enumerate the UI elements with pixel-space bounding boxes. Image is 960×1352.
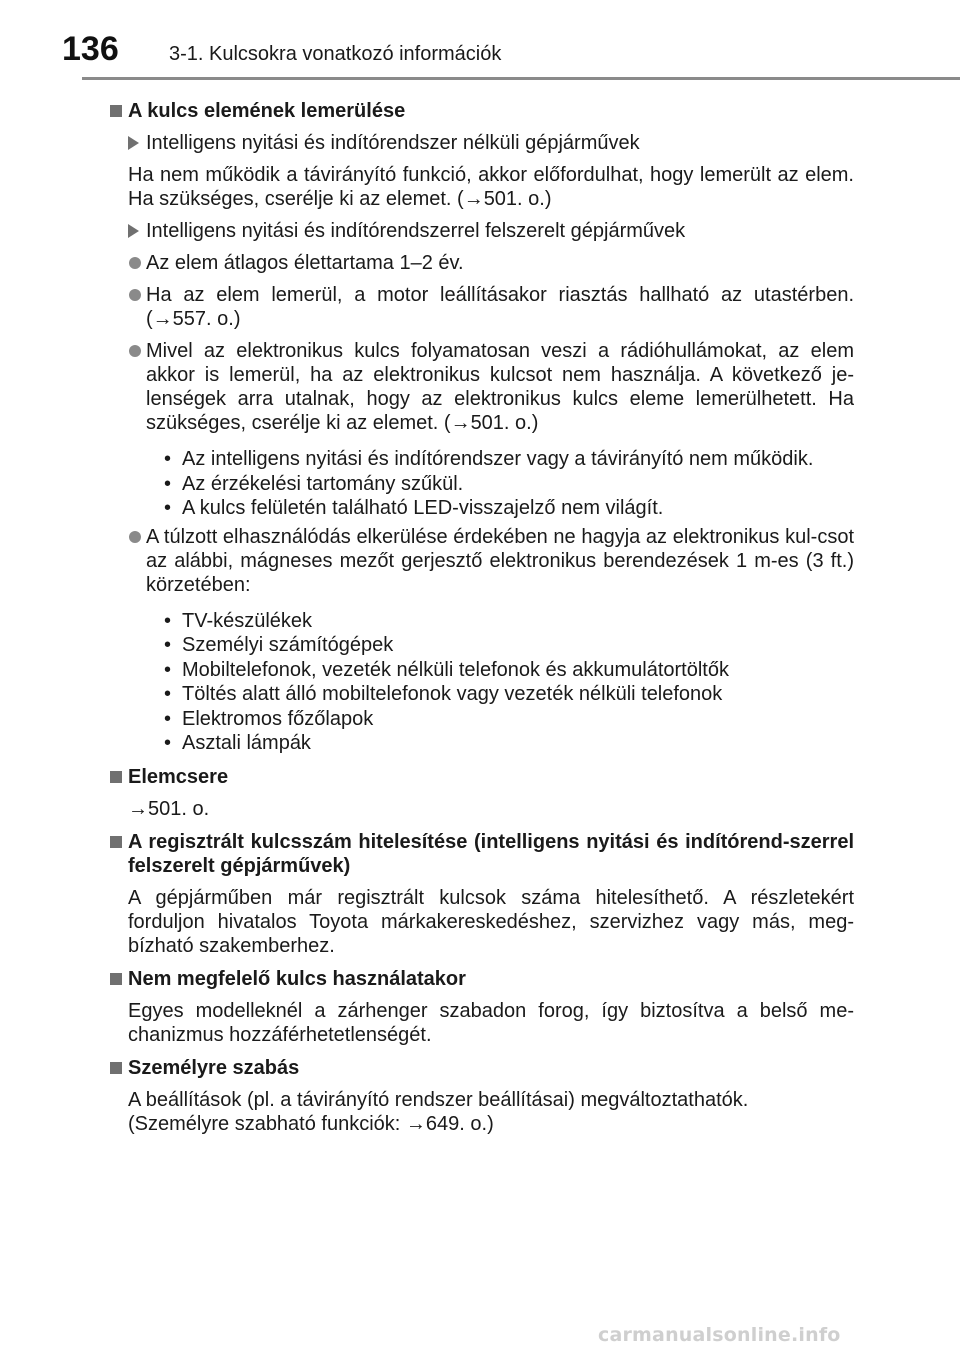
paragraph-personal: A beállítások (pl. a távirányító rendszer beállításai) megváltoztathatók. (Személyre szabható funkciók: →649. o.) <box>128 1088 749 1135</box>
paragraph-no-smart: Ha nem működik a távirányító funkció, akkor előfordulhat, hogy lemerült az elem. Ha szükséges, cserélje ki az elemet. (→501. o.) <box>128 164 854 210</box>
page-number: 136 <box>62 30 119 68</box>
square-bullet-icon <box>110 836 122 848</box>
square-bullet-icon <box>110 105 122 117</box>
page-reference-link[interactable]: →557. o.) <box>152 308 241 330</box>
list-item: • Töltés alatt álló mobiltelefonok vagy vezeték nélküli telefonok <box>164 682 854 707</box>
page-header <box>0 0 960 80</box>
list-item: • A kulcs felületén található LED-visszajelző nem világít. <box>164 496 854 521</box>
round-bullet-icon <box>129 289 141 301</box>
page-reference-link[interactable]: →649. o.) <box>405 1112 494 1135</box>
list-item: • Az érzékelési tartomány szűkül. <box>164 472 854 497</box>
list-item: • TV-készülékek <box>164 609 854 634</box>
round-bullet-icon <box>129 257 141 269</box>
bullet-point-magnetic: A túlzott elhasználódás elkerülése érdekében ne hagyja az elektronikus kul-csot az alábbi, mágneses mezőt gerjesztő elektronikus berendezések 1 m-es (3 ft.) körzetében: <box>110 525 854 597</box>
device-list <box>110 609 854 756</box>
round-bullet-icon <box>129 345 141 357</box>
triangle-bullet-icon <box>128 136 139 150</box>
list-item: • Elektromos főzőlapok <box>164 707 854 732</box>
section-heading-battery: A kulcs elemének lemerülése <box>110 99 854 123</box>
square-bullet-icon <box>110 1062 122 1074</box>
section-heading-wrong-key: Nem megfelelő kulcs használatakor <box>110 967 854 991</box>
symptom-list <box>110 447 854 521</box>
list-item: • Az intelligens nyitási és indítórendszer vagy a távirányító nem működik. <box>164 447 854 472</box>
round-bullet-icon <box>129 531 141 543</box>
triangle-bullet-icon <box>128 224 139 238</box>
page-reference-link[interactable]: →501. o.) <box>463 188 552 210</box>
page-reference-link[interactable]: →501. o. <box>128 797 210 820</box>
section-heading-replace: Elemcsere <box>110 765 854 789</box>
list-item: • Mobiltelefonok, vezeték nélküli telefonok és akkumulátortöltők <box>164 658 854 683</box>
subheading-no-smart: Intelligens nyitási és indítórendszer nélküli gépjárművek <box>110 131 854 155</box>
section-heading-verify: A regisztrált kulcsszám hitelesítése (intelligens nyitási és indítórend-szerrel felszerelt gépjárművek) <box>110 830 854 878</box>
paragraph-replace <box>110 797 854 821</box>
bullet-point-radio-waves: Mivel az elektronikus kulcs folyamatosan veszi a rádióhullámokat, az elem akkor is lemerül, ha az elektronikus kulcsot nem használja. A következő je-lenségek arra utalnak, hogy az elektronikus kulcs eleme lemerülhetett. Ha szükséges, cserélje ki az elemet. (→501. o.) <box>110 339 854 435</box>
paragraph-verify: A gépjárműben már regisztrált kulcsok száma hitelesíthető. A részletekért forduljon hivatalos Toyota márkakereskedéshez, szervizhez vagy más, meg-bízható szakemberhez. <box>128 886 854 957</box>
bullet-point-alarm: Ha az elem lemerül, a motor leállításakor riasztás hallható az utastérben. (→557. o.) <box>110 283 854 331</box>
list-item: • Személyi számítógépek <box>164 633 854 658</box>
page-reference-link[interactable]: →501. o.) <box>450 412 539 434</box>
header-rule <box>82 77 960 80</box>
section-heading-personal: Személyre szabás <box>110 1056 854 1080</box>
watermark: carmanualsonline.info <box>598 1324 841 1346</box>
square-bullet-icon <box>110 973 122 985</box>
square-bullet-icon <box>110 771 122 783</box>
page-content <box>110 90 854 1136</box>
bullet-point-lifespan: Az elem átlagos élettartama 1–2 év. <box>110 251 854 275</box>
paragraph-wrong-key: Egyes modelleknél a zárhenger szabadon forog, így biztosítva a belső me-chanizmus hozzáférhetetlenségét. <box>128 999 854 1046</box>
chapter-title: 3-1. Kulcsokra vonatkozó információk <box>169 43 502 65</box>
list-item: • Asztali lámpák <box>164 731 854 756</box>
subheading-smart: Intelligens nyitási és indítórendszerrel felszerelt gépjárművek <box>110 219 854 243</box>
